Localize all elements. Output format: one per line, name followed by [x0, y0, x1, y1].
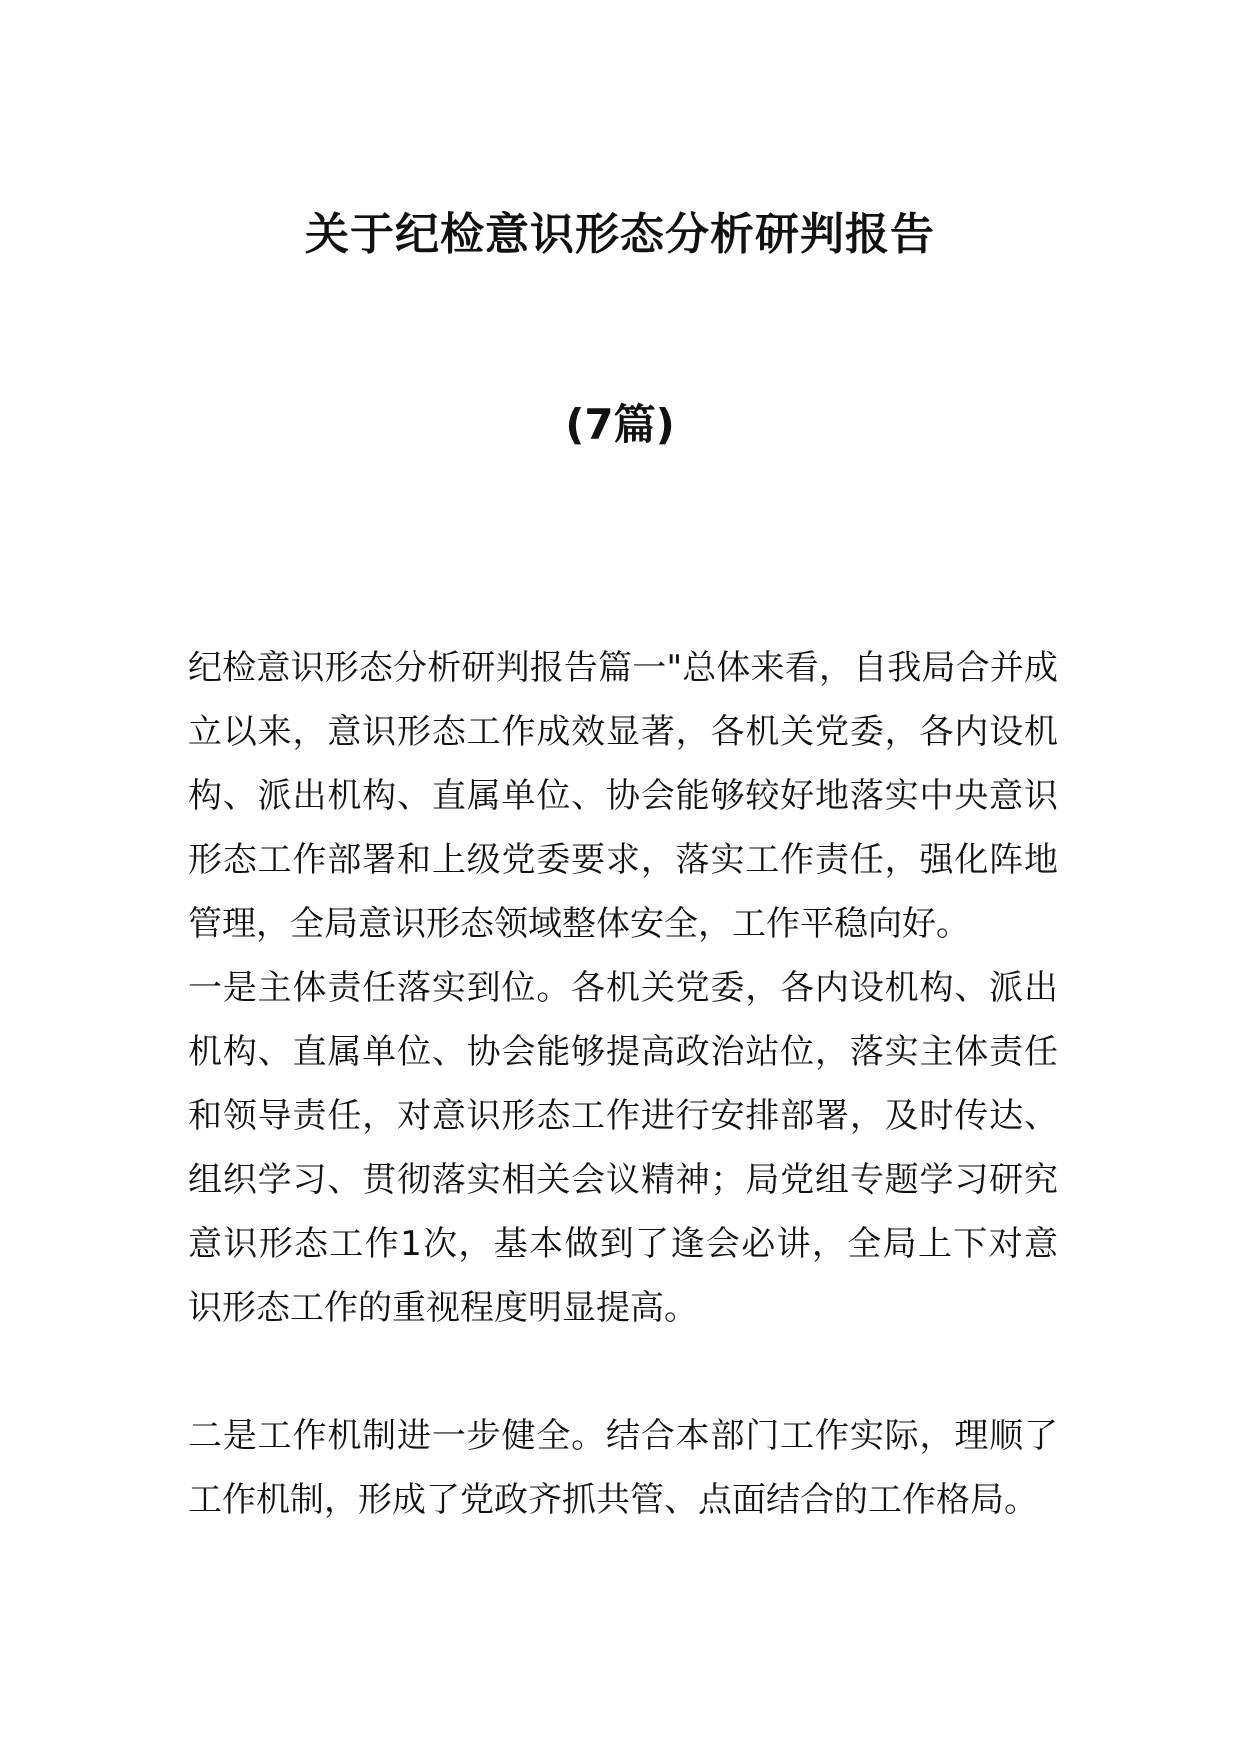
paragraph-mechanism: 二是工作机制进一步健全。结合本部门工作实际，理顺了工作机制，形成了党政齐抓共管、点面结合的工作格局。 — [188, 1416, 1058, 1520]
document-subtitle: (7篇) — [565, 400, 675, 449]
paragraph-overview: 纪检意识形态分析研判报告篇一"总体来看，自我局合并成立以来，意识形态工作成效显著，各机关党委，各内设机构、派出机构、直属单位、协会能够较好地落实中央意识形态工作部署和上级党委要求，落实工作责任，强化阵地管理，全局意识形态领域整体安全，工作平稳向好。 — [188, 648, 1058, 944]
document-body — [188, 636, 1058, 1532]
paragraph-responsibility: 一是主体责任落实到位。各机关党委，各内设机构、派出机构、直属单位、协会能够提高政治站位，落实主体责任和领导责任，对意识形态工作进行安排部署，及时传达、组织学习、贯彻落实相关会议精神；局党组专题学习研究意识形态工作1次，基本做到了逢会必讲，全局上下对意识形态工作的重视程度明显提高。 — [188, 968, 1058, 1328]
document-title: 关于纪检意识形态分析研判报告 — [305, 209, 935, 260]
